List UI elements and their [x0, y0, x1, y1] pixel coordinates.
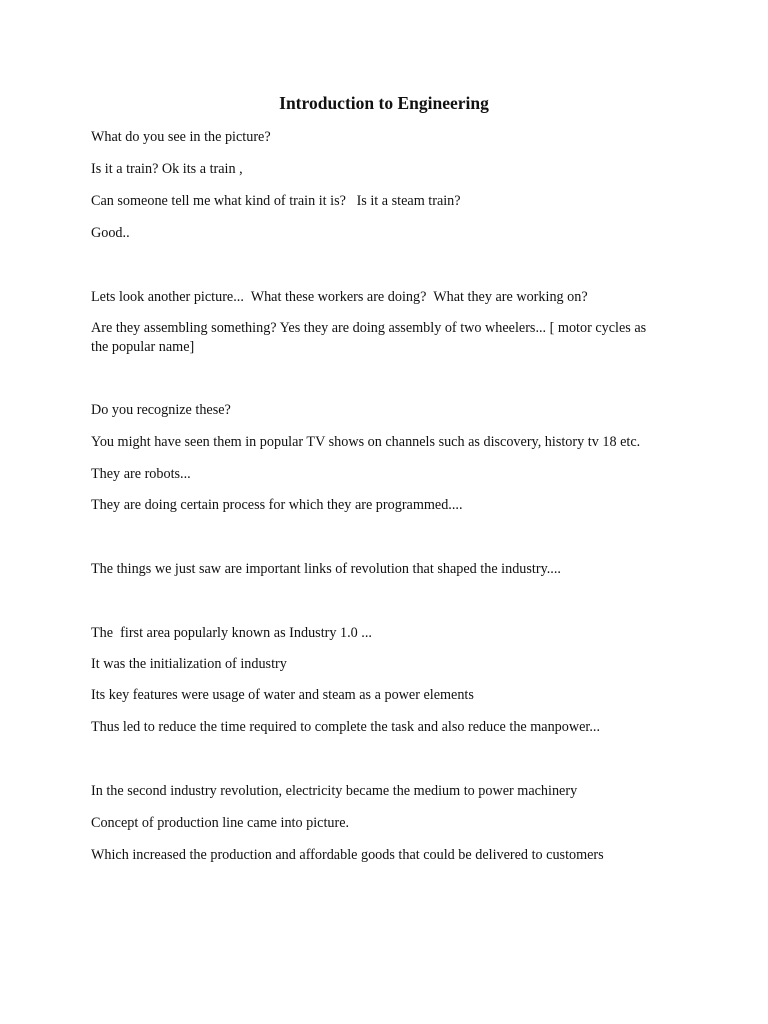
text-line: The first area popularly known as Industry 1.0 ...	[91, 625, 372, 641]
text-line: In the second industry revolution, electricity became the medium to power machinery	[91, 783, 578, 799]
text-line: Is it a train? Ok its a train ,	[91, 161, 243, 177]
text-line: The things we just saw are important links of revolution that shaped the industry....	[91, 561, 561, 577]
text-line: Thus led to reduce the time required to complete the task and also reduce the manpower...	[91, 719, 600, 735]
text-line: Do you recognize these?	[91, 402, 231, 418]
text-line: Which increased the production and affordable goods that could be delivered to customers	[91, 847, 604, 863]
text-line: You might have seen them in popular TV shows on channels such as discovery, history tv 18 etc.	[91, 434, 641, 450]
text-line: Its key features were usage of water and steam as a power elements	[91, 687, 474, 703]
text-line: Are they assembling something? Yes they are doing assembly of two wheelers... [ motor cycles as the popular name]	[91, 320, 650, 355]
text-line: Lets look another picture... What these workers are doing? What they are working on?	[91, 289, 588, 305]
page-title: Introduction to Engineering	[279, 93, 489, 113]
text-line: It was the initialization of industry	[91, 656, 287, 672]
text-line: They are doing certain process for which they are programmed....	[91, 497, 463, 513]
text-line: What do you see in the picture?	[91, 129, 271, 145]
text-line: Can someone tell me what kind of train it is? Is it a steam train?	[91, 193, 461, 209]
text-line: Concept of production line came into picture.	[91, 815, 350, 831]
text-line: Good..	[91, 225, 130, 241]
text-line: They are robots...	[91, 466, 191, 482]
